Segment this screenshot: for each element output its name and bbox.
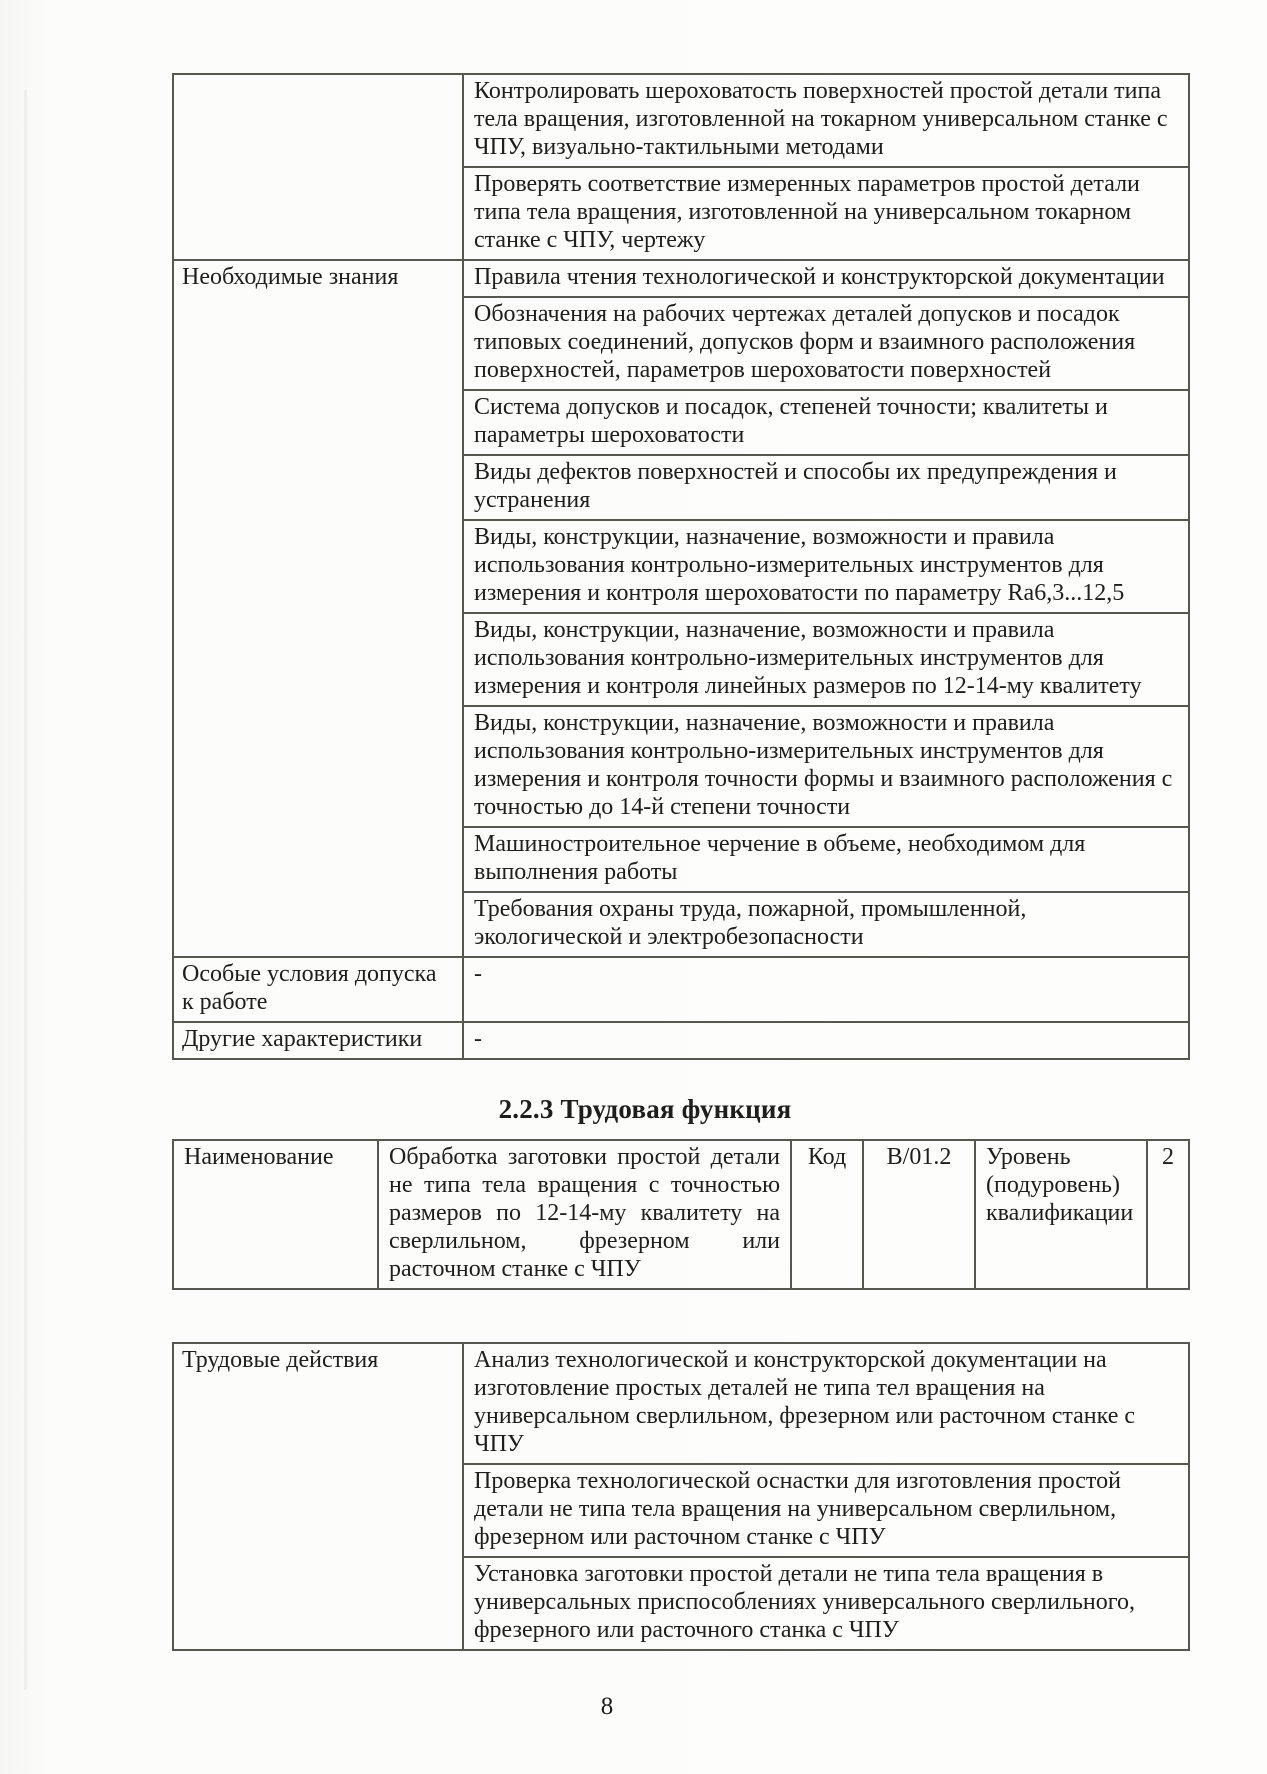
labor-actions-table — [172, 1342, 1190, 1651]
knowledge-item: Виды дефектов поверхностей и способы их предупреждения и устранения — [463, 455, 1189, 520]
knowledge-label-cell: Необходимые знания — [173, 260, 463, 957]
empty-label-cell — [173, 74, 463, 260]
section-heading: 2.2.3 Трудовая функция — [498, 1094, 792, 1124]
table-row — [173, 1343, 1189, 1464]
action-item: Проверка технологической оснастки для изготовления простой детали не типа тела вращения на универсальном сверлильном, фрезерном или расточном станке с ЧПУ — [463, 1464, 1189, 1557]
skill-item: Контролировать шероховатость поверхностей простой детали типа тела вращения, изготовленной на токарном универсальном станке с ЧПУ, визуально-тактильными методами — [463, 74, 1189, 167]
knowledge-item: Машиностроительное черчение в объеме, необходимом для выполнения работы — [463, 827, 1189, 892]
scan-streak-artifact — [24, 90, 27, 1690]
actions-label-cell: Трудовые действия — [173, 1343, 463, 1650]
table-row — [173, 74, 1189, 167]
knowledge-item: Виды, конструкции, назначение, возможности и правила использования контрольно-измерительных инструментов для измерения и контроля линейных размеров по 12-14-му квалитету — [463, 613, 1189, 706]
knowledge-item: Обозначения на рабочих чертежах деталей допусков и посадок типовых соединений, допусков форм и взаимного расположения поверхностей, параметров шероховатости поверхностей — [463, 297, 1189, 390]
page-number: 8 — [600, 1693, 614, 1720]
table-row — [173, 957, 1189, 1022]
table-row — [173, 1140, 1189, 1289]
function-level-value-cell: 2 — [1147, 1140, 1189, 1289]
action-item: Установка заготовки простой детали не типа тела вращения в универсальных приспособлениях универсального сверлильного, фрезерного или расточного станка с ЧПУ — [463, 1557, 1189, 1650]
function-name-value-cell: Обработка заготовки простой детали не типа тела вращения с точностью размеров по 12-14-му квалитету на сверлильном, фрезерном или расточном станке с ЧПУ — [378, 1140, 791, 1289]
labor-function-table — [172, 1139, 1190, 1290]
table-row — [173, 260, 1189, 297]
function-level-label-cell: Уровень (подуровень) квалификации — [975, 1140, 1147, 1289]
knowledge-item: Виды, конструкции, назначение, возможности и правила использования контрольно-измерительных инструментов для измерения и контроля точности формы и взаимного расположения с точностью до 14-й степени точности — [463, 706, 1189, 827]
function-name-label-cell: Наименование — [173, 1140, 378, 1289]
function-code-label-cell: Код — [791, 1140, 863, 1289]
skill-item: Проверять соответствие измеренных параметров простой детали типа тела вращения, изготовленной на универсальном токарном станке с ЧПУ, чертежу — [463, 167, 1189, 260]
function-code-value-cell: В/01.2 — [863, 1140, 975, 1289]
special-conditions-value-cell: - — [463, 957, 1189, 1022]
special-conditions-label-cell: Особые условия допуска к работе — [173, 957, 463, 1022]
knowledge-item: Правила чтения технологической и конструкторской документации — [463, 260, 1189, 297]
knowledge-item: Система допусков и посадок, степеней точности; квалитеты и параметры шероховатости — [463, 390, 1189, 455]
other-characteristics-value-cell: - — [463, 1022, 1189, 1059]
other-characteristics-label-cell: Другие характеристики — [173, 1022, 463, 1059]
knowledge-item: Виды, конструкции, назначение, возможности и правила использования контрольно-измерительных инструментов для измерения и контроля шероховатости по параметру Ra6,3...12,5 — [463, 520, 1189, 613]
skills-knowledge-table — [172, 73, 1190, 1060]
table-row — [173, 1022, 1189, 1059]
knowledge-item: Требования охраны труда, пожарной, промышленной, экологической и электробезопасности — [463, 892, 1189, 957]
action-item: Анализ технологической и конструкторской документации на изготовление простых деталей не типа тел вращения на универсальном сверлильном, фрезерном или расточном станке с ЧПУ — [463, 1343, 1189, 1464]
